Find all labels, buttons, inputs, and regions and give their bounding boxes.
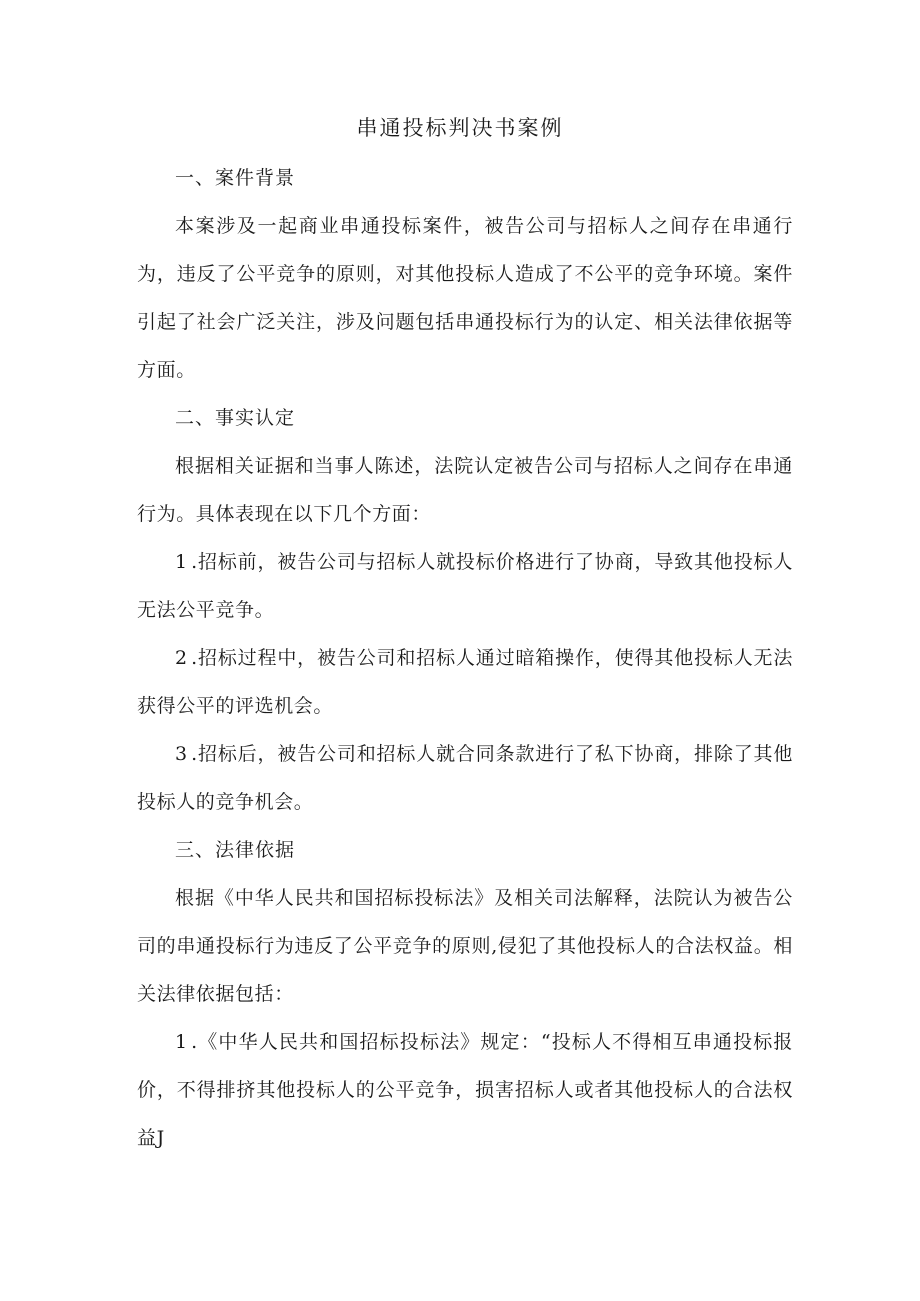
list-item-text: .招标后，被告公司和招标人就合同条款进行了私下协商，排除了其他投标人的竞争机会。 [137, 743, 793, 813]
paragraph-facts: 根据相关证据和当事人陈述，法院认定被告公司与招标人之间存在串通行为。具体表现在以下几个方面： [137, 455, 793, 525]
document-title: 串通投标判决书案例 [356, 116, 564, 140]
list-item-fact-1 [137, 538, 793, 634]
section-heading-legal-basis: 三、法律依据 [175, 839, 296, 861]
list-item-fact-3 [137, 730, 793, 826]
list-item-number: 1 [175, 551, 188, 573]
list-item-text: .招标过程中，被告公司和招标人通过暗箱操作，使得其他投标人无法获得公平的评选机会。 [137, 647, 793, 717]
document-body [137, 154, 793, 1162]
list-item-text: .《中华人民共和国招标投标法》规定：“投标人不得相互串通投标报价，不得排挤其他投标人的公平竞争，损害招标人或者其他投标人的合法权益J [137, 1031, 793, 1149]
section-heading-background: 一、案件背景 [175, 167, 296, 189]
list-item-law-1 [137, 1018, 793, 1162]
list-item-text: .招标前，被告公司与招标人就投标价格进行了协商，导致其他投标人无法公平竞争。 [137, 551, 793, 621]
section-heading-facts: 二、事实认定 [175, 407, 296, 429]
list-item-number: 3 [175, 743, 188, 765]
paragraph-legal-basis: 根据《中华人民共和国招标投标法》及相关司法解释，法院认为被告公司的串通投标行为违反了公平竞争的原则,侵犯了其他投标人的合法权益。相关法律依据包括： [137, 887, 793, 1005]
list-item-number: 1 [175, 1031, 188, 1053]
paragraph-background: 本案涉及一起商业串通投标案件，被告公司与招标人之间存在串通行为，违反了公平竞争的原则，对其他投标人造成了不公平的竞争环境。案件引起了社会广泛关注，涉及问题包括串通投标行为的认定、相关法律依据等方面。 [137, 215, 793, 381]
list-item-fact-2 [137, 634, 793, 730]
list-item-number: 2 [175, 647, 188, 669]
